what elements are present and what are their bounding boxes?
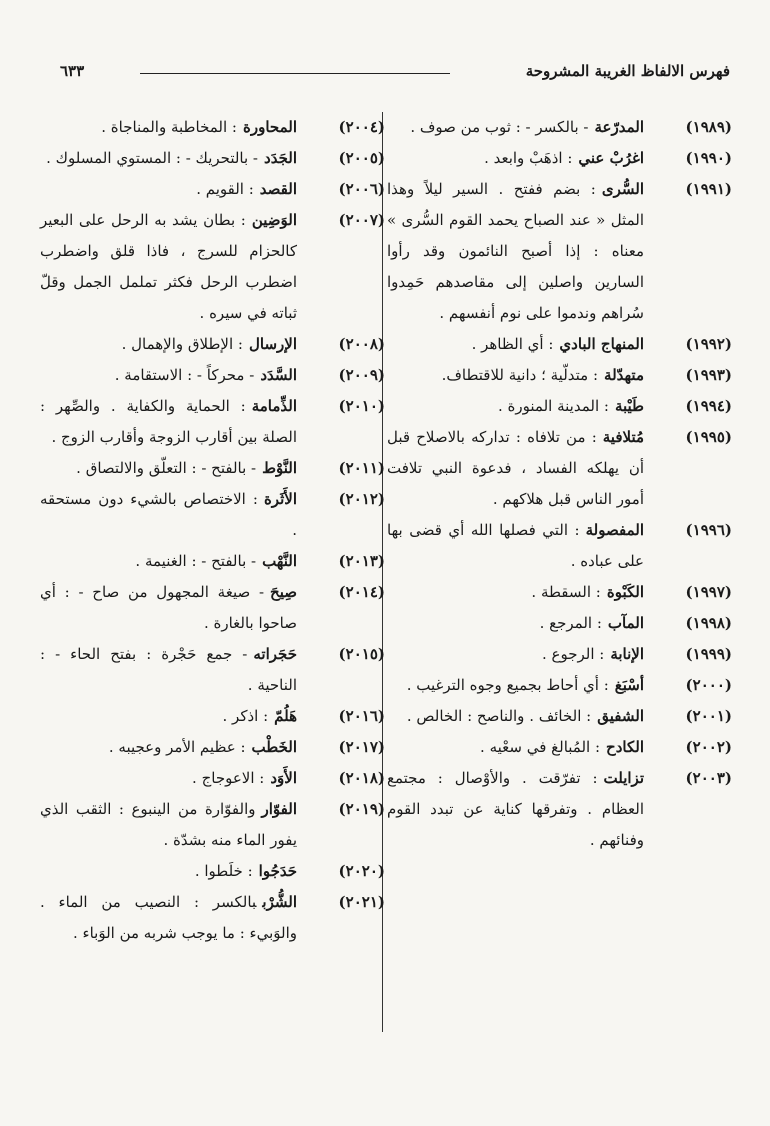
entry-number: (٢٠١٨)	[338, 769, 385, 787]
header-rule	[140, 73, 450, 74]
entry-definition: : المدينة المنورة .	[498, 397, 609, 415]
entry-number: (٢٠١٢)	[338, 490, 385, 508]
glossary-entry	[387, 143, 732, 174]
glossary-entry	[40, 391, 385, 453]
entry-term: أسْبَغ	[614, 676, 644, 694]
entry-number: (٢٠١٦)	[338, 707, 385, 725]
entry-term: حَدَجُوا	[258, 862, 297, 880]
glossary-entry	[40, 143, 385, 174]
entry-term: مُتلافية	[602, 428, 644, 446]
entry-term: السَّدَد	[260, 366, 297, 384]
glossary-entry	[40, 701, 385, 732]
glossary-entry	[387, 391, 732, 422]
entry-definition: : بضم ففتح . السير ليلاً وهذا المثل « عند الصباح يحمد القوم السُّرى » معناه : إذا أصبح النائمون وقد رأوا السارين واصلين إلى مقاصدهم حَمِدوا سُراهم وندموا على نوم أنفسهم .	[387, 180, 644, 322]
entry-definition: - محركاً - : الاستقامة .	[114, 366, 255, 384]
page-header	[60, 62, 730, 86]
glossary-entry	[387, 639, 732, 670]
entry-term: الكَبْوة	[606, 583, 644, 601]
entry-term: الشُّرْب	[262, 893, 297, 911]
entry-number: (٢٠١٧)	[338, 738, 385, 756]
entry-number: (٢٠٢١)	[338, 893, 385, 911]
entry-term: تزايلت	[603, 769, 644, 787]
entry-definition: : الرجوع .	[541, 645, 605, 663]
entry-definition: - بالفتح - : الغنيمة .	[135, 552, 257, 570]
entry-definition: - بالفتح - : التعلّق والالتصاق .	[76, 459, 257, 477]
entry-number: (١٩٩٠)	[685, 149, 732, 167]
entry-term: اغرُبْ عني	[578, 149, 644, 167]
entry-number: (٢٠٠٠)	[685, 676, 732, 694]
right-column	[387, 112, 732, 856]
entry-term: هَلُمّ	[274, 707, 297, 725]
glossary-entry	[387, 577, 732, 608]
entry-number: (١٩٩٨)	[685, 614, 732, 632]
entry-number: (٢٠١٤)	[338, 583, 385, 601]
entry-definition: : اذهَبْ وابعد .	[484, 149, 573, 167]
glossary-entry	[40, 794, 385, 856]
page-number: ٦٣٣	[60, 62, 85, 80]
entry-definition: : متدلّية ؛ دانية للاقتطاف.	[441, 366, 599, 384]
entry-number: (٢٠١٥)	[338, 645, 385, 663]
entry-number: (٢٠٠٢)	[685, 738, 732, 756]
glossary-entry	[40, 453, 385, 484]
entry-definition: بالكسر : النصيب من الماء . والوَبيء : ما يوجب شربه من الوَباء .	[40, 893, 297, 942]
entry-definition: - بالكسر - : ثوب من صوف .	[410, 118, 589, 136]
entry-number: (٢٠٠٣)	[685, 769, 732, 787]
entry-number: (٢٠٠٨)	[338, 335, 385, 353]
glossary-entry	[40, 484, 385, 546]
entry-term: الشفيق	[597, 707, 644, 725]
glossary-entry	[40, 360, 385, 391]
entry-number: (٢٠١٩)	[338, 800, 385, 818]
entry-definition: : اذكر .	[222, 707, 269, 725]
entry-definition: : بطان يشد به الرحل على البعير كالحزام للسرج ، فاذا قلق واضطرب اضطرب الرحل فكثر تململ الجمل وقلّ ثباته في سيره .	[40, 211, 297, 322]
entry-term: المدرّعة	[594, 118, 644, 136]
entry-term: صِيحَ	[270, 583, 297, 601]
entry-term: القصد	[259, 180, 297, 198]
entry-term: الجَدَد	[264, 149, 297, 167]
entry-term: الخَطْب	[251, 738, 297, 756]
glossary-entry	[40, 112, 385, 143]
entry-number: (١٩٩٤)	[685, 397, 732, 415]
entry-term: المآب	[607, 614, 644, 632]
glossary-entry	[40, 639, 385, 701]
glossary-entry	[40, 732, 385, 763]
entry-definition: : أي الظاهر .	[471, 335, 554, 353]
entry-term: النَّوْط	[262, 459, 297, 477]
entry-definition: : أي أحاط بجميع وجوه الترغيب .	[406, 676, 609, 694]
glossary-entry	[387, 670, 732, 701]
entry-definition: - بالتحريك - : المستوي المسلوك .	[46, 149, 259, 167]
entry-definition: - صيغة المجهول من صاح - : أي صاحوا بالغارة .	[40, 583, 297, 632]
entry-number: (١٩٩٥)	[685, 428, 732, 446]
glossary-entry	[387, 608, 732, 639]
entry-term: الإرسال	[248, 335, 297, 353]
glossary-entry	[387, 360, 732, 391]
entry-number: (١٩٩٦)	[685, 521, 732, 539]
glossary-entry	[40, 329, 385, 360]
glossary-entry	[40, 763, 385, 794]
entry-number: (٢٠٠١)	[685, 707, 732, 725]
entry-definition: والفوّارة من الينبوع : الثقب الذي يفور الماء منه بشدّة .	[40, 800, 297, 849]
glossary-entry	[387, 329, 732, 360]
glossary-entry	[40, 887, 385, 949]
glossary-entry	[40, 577, 385, 639]
entry-term: المنهاج البادي	[559, 335, 644, 353]
glossary-entry	[387, 701, 732, 732]
entry-definition: : التي فصلها الله أي قضى بها على عباده .	[387, 521, 644, 570]
entry-term: المحاورة	[242, 118, 297, 136]
entry-term: النَّهْب	[262, 552, 297, 570]
entry-number: (١٩٩١)	[685, 180, 732, 198]
entry-number: (١٩٩٣)	[685, 366, 732, 384]
entry-definition: : الاختصاص بالشيء دون مستحقه .	[40, 490, 297, 539]
entry-number: (٢٠٠٤)	[338, 118, 385, 136]
entry-number: (٢٠١٠)	[338, 397, 385, 415]
entry-number: (٢٠٢٠)	[338, 862, 385, 880]
glossary-entry	[40, 546, 385, 577]
entry-definition: - جمع حَجْرة : بفتح الحاء - : الناحية .	[40, 645, 297, 694]
left-column	[40, 112, 385, 949]
entry-term: الكادح	[606, 738, 644, 756]
entry-number: (٢٠١١)	[338, 459, 385, 477]
entry-term: الإنابة	[610, 645, 644, 663]
entry-number: (٢٠٠٩)	[338, 366, 385, 384]
entry-term: السُّرى	[601, 180, 644, 198]
glossary-entry	[40, 205, 385, 329]
glossary-entry	[40, 856, 385, 887]
entry-definition: : الاعوجاج .	[192, 769, 265, 787]
glossary-entry	[387, 422, 732, 515]
entry-term: الأَثَرة	[263, 490, 297, 508]
entry-number: (٢٠٠٥)	[338, 149, 385, 167]
entry-term: الفوّار	[261, 800, 297, 818]
running-title: فهرس الالفاظ الغريبة المشروحة	[525, 62, 730, 80]
entry-number: (٢٠١٣)	[338, 552, 385, 570]
entry-term: متهدّلة	[604, 366, 644, 384]
entry-number: (١٩٩٩)	[685, 645, 732, 663]
entry-number: (١٩٨٩)	[685, 118, 732, 136]
entry-definition: : خلَطوا .	[194, 862, 253, 880]
entry-definition: : المرجع .	[539, 614, 602, 632]
entry-definition: : القويم .	[196, 180, 254, 198]
entry-term: حَجَراته	[253, 645, 297, 663]
entry-definition: : السقطة .	[531, 583, 601, 601]
entry-definition: : المخاطبة والمناجاة .	[101, 118, 237, 136]
entry-definition: : من تلافاه : تداركه بالاصلاح قبل أن يهلكه الفساد ، فدعوة النبي تلافت أمور الناس قبل هلاكهم .	[387, 428, 644, 508]
glossary-entry	[40, 174, 385, 205]
entry-term: المفصولة	[585, 521, 644, 539]
entry-definition: : عظيم الأمر وعجيبه .	[108, 738, 246, 756]
entry-number: (٢٠٠٦)	[338, 180, 385, 198]
entry-definition: : تفرّقت . والأوْصال : مجتمع العظام . وتفرقها كناية عن تبدد القوم وفنائهم .	[387, 769, 644, 849]
entry-definition: : الإطلاق والإهمال .	[121, 335, 243, 353]
entry-definition: : الحماية والكفاية . والصِّهر : الصلة بين أقارب الزوجة وأقارب الزوج .	[40, 397, 297, 446]
glossary-entry	[387, 515, 732, 577]
entry-term: طَيْبة	[614, 397, 644, 415]
glossary-entry	[387, 174, 732, 329]
entry-term: الوَضِين	[251, 211, 297, 229]
glossary-entry	[387, 732, 732, 763]
entry-number: (١٩٩٧)	[685, 583, 732, 601]
entry-number: (١٩٩٢)	[685, 335, 732, 353]
glossary-entry	[387, 112, 732, 143]
entry-number: (٢٠٠٧)	[338, 211, 385, 229]
entry-definition: : المُبالغ في سعْيه .	[480, 738, 601, 756]
entry-definition: : الخائف . والناصح : الخالص .	[406, 707, 592, 725]
entry-term: الذِّمامة	[251, 397, 297, 415]
entry-term: الأَوَد	[270, 769, 297, 787]
glossary-entry	[387, 763, 732, 856]
